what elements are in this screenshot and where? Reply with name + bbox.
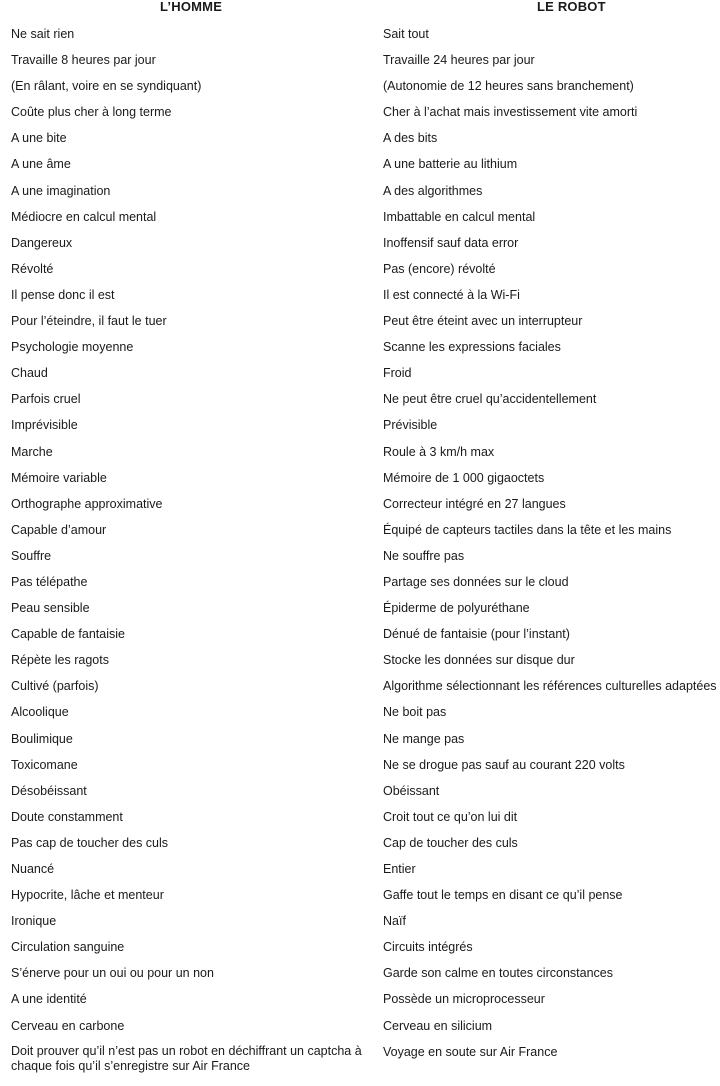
robot-trait: Voyage en soute sur Air France bbox=[383, 1044, 558, 1059]
human-trait: Souffre bbox=[11, 548, 52, 563]
table-row bbox=[0, 855, 720, 881]
table-row bbox=[0, 464, 720, 490]
table-row bbox=[0, 385, 720, 411]
human-trait: (En râlant, voire en se syndiquant) bbox=[11, 79, 202, 94]
human-trait: Pas télépathe bbox=[11, 574, 88, 589]
table-row bbox=[0, 751, 720, 777]
human-trait: S’énerve pour un oui ou pour un non bbox=[11, 966, 214, 981]
robot-trait: Possède un microprocesseur bbox=[383, 992, 545, 1007]
table-row bbox=[0, 620, 720, 646]
robot-trait: Entier bbox=[383, 862, 416, 876]
human-trait: Imprévisible bbox=[11, 418, 78, 433]
human-trait: Parfois cruel bbox=[11, 392, 81, 407]
robot-trait: Ne peut être cruel qu’accidentellement bbox=[383, 392, 597, 407]
human-trait: Capable de fantaisie bbox=[11, 627, 125, 642]
table-row bbox=[0, 542, 720, 568]
human-trait: Il pense donc il est bbox=[11, 287, 115, 302]
robot-trait: Scanne les expressions faciales bbox=[383, 340, 561, 355]
human-trait: Alcoolique bbox=[11, 705, 69, 720]
robot-trait: Ne se drogue pas sauf au courant 220 volts bbox=[383, 757, 625, 772]
table-row bbox=[0, 255, 720, 281]
human-trait: Répète les ragots bbox=[11, 653, 109, 668]
table-row bbox=[0, 72, 720, 98]
human-trait: Toxicomane bbox=[11, 757, 78, 772]
robot-trait: Stocke les données sur disque dur bbox=[383, 653, 575, 668]
table-row bbox=[0, 959, 720, 985]
table-row bbox=[0, 203, 720, 229]
table-row bbox=[0, 646, 720, 672]
table-row bbox=[0, 1038, 720, 1086]
table-row bbox=[0, 568, 720, 594]
table-row bbox=[0, 307, 720, 333]
table-row bbox=[0, 98, 720, 124]
human-trait: Peau sensible bbox=[11, 601, 90, 616]
robot-trait: Travaille 24 heures par jour bbox=[383, 53, 535, 68]
human-trait: Boulimique bbox=[11, 731, 73, 746]
table-row bbox=[0, 881, 720, 907]
human-trait: Désobéissant bbox=[11, 783, 87, 798]
robot-trait: Roule à 3 km/h max bbox=[383, 444, 495, 459]
header-human: L’HOMME bbox=[160, 0, 223, 14]
human-trait: Travaille 8 heures par jour bbox=[11, 53, 156, 68]
robot-trait: Épiderme de polyuréthane bbox=[383, 601, 530, 616]
robot-trait: A des bits bbox=[383, 131, 438, 146]
robot-trait: Dénué de fantaisie (pour l’instant) bbox=[383, 627, 570, 642]
human-trait: Doit prouver qu’il n’est pas un robot en déchiffrant un captcha à chaque fois qu’il s’enregistre sur Air France bbox=[11, 1043, 362, 1074]
human-trait: Cerveau en carbone bbox=[11, 1018, 125, 1033]
human-trait: Doute constamment bbox=[11, 809, 123, 824]
human-trait: Circulation sanguine bbox=[11, 940, 125, 955]
human-trait: A une âme bbox=[11, 157, 71, 172]
robot-trait: Imbattable en calcul mental bbox=[383, 209, 536, 224]
human-trait: A une bite bbox=[11, 131, 67, 146]
table-row bbox=[0, 281, 720, 307]
human-trait: A une identité bbox=[11, 992, 87, 1007]
table-row bbox=[0, 124, 720, 150]
robot-trait: Cap de toucher des culs bbox=[383, 835, 518, 850]
robot-trait: Pas (encore) révolté bbox=[383, 261, 496, 276]
column-headers bbox=[0, 0, 720, 20]
table-row bbox=[0, 411, 720, 437]
table-row bbox=[0, 933, 720, 959]
table-row bbox=[0, 333, 720, 359]
table-row bbox=[0, 907, 720, 933]
header-robot: LE ROBOT bbox=[537, 0, 606, 14]
table-row bbox=[0, 150, 720, 176]
human-trait: Médiocre en calcul mental bbox=[11, 209, 157, 224]
robot-trait: Partage ses données sur le cloud bbox=[383, 574, 569, 589]
table-row bbox=[0, 229, 720, 255]
robot-trait: A une batterie au lithium bbox=[383, 157, 518, 172]
human-trait: Dangereux bbox=[11, 235, 73, 250]
table-row bbox=[0, 490, 720, 516]
human-trait: Ironique bbox=[11, 914, 57, 929]
human-trait: Chaud bbox=[11, 366, 48, 381]
table-row bbox=[0, 46, 720, 72]
robot-trait: Peut être éteint avec un interrupteur bbox=[383, 314, 583, 329]
table-row bbox=[0, 359, 720, 385]
table-row bbox=[0, 594, 720, 620]
table-row bbox=[0, 985, 720, 1011]
human-trait: Cultivé (parfois) bbox=[11, 679, 99, 694]
robot-trait: Ne boit pas bbox=[383, 705, 447, 720]
robot-trait: Cerveau en silicium bbox=[383, 1018, 493, 1033]
robot-trait: Ne mange pas bbox=[383, 731, 465, 746]
robot-trait: Inoffensif sauf data error bbox=[383, 235, 519, 250]
robot-trait: A des algorithmes bbox=[383, 183, 483, 198]
robot-trait: Correcteur intégré en 27 langues bbox=[383, 496, 566, 511]
robot-trait: Croit tout ce qu’on lui dit bbox=[383, 809, 518, 824]
robot-trait: Il est connecté à la Wi-Fi bbox=[383, 287, 520, 302]
human-trait: Orthographe approximative bbox=[11, 496, 163, 511]
robot-trait: Naïf bbox=[383, 914, 406, 929]
table-row bbox=[0, 516, 720, 542]
robot-trait: (Autonomie de 12 heures sans branchement) bbox=[383, 79, 634, 94]
table-row bbox=[0, 177, 720, 203]
human-trait: Pour l’éteindre, il faut le tuer bbox=[11, 314, 167, 329]
table-row bbox=[0, 672, 720, 698]
robot-trait: Mémoire de 1 000 gigaoctets bbox=[383, 470, 545, 485]
table-row bbox=[0, 829, 720, 855]
robot-trait: Cher à l’achat mais investissement vite amorti bbox=[383, 105, 638, 120]
human-trait: Nuancé bbox=[11, 862, 55, 876]
human-trait: Marche bbox=[11, 444, 53, 459]
human-trait: A une imagination bbox=[11, 183, 111, 198]
human-trait: Hypocrite, lâche et menteur bbox=[11, 888, 164, 903]
human-trait: Coûte plus cher à long terme bbox=[11, 105, 172, 120]
robot-trait: Équipé de capteurs tactiles dans la tête et les mains bbox=[383, 522, 672, 537]
human-trait: Psychologie moyenne bbox=[11, 340, 134, 355]
robot-trait: Ne souffre pas bbox=[383, 548, 465, 563]
robot-trait: Sait tout bbox=[383, 27, 429, 41]
robot-trait: Prévisible bbox=[383, 418, 438, 433]
table-row bbox=[0, 777, 720, 803]
robot-trait: Froid bbox=[383, 366, 412, 381]
human-trait: Révolté bbox=[11, 261, 54, 276]
table-row bbox=[0, 803, 720, 829]
table-row bbox=[0, 20, 720, 46]
robot-trait: Gaffe tout le temps en disant ce qu’il pense bbox=[383, 888, 623, 903]
table-row bbox=[0, 698, 720, 724]
table-row bbox=[0, 1012, 720, 1038]
table-row bbox=[0, 438, 720, 464]
table-row bbox=[0, 725, 720, 751]
robot-trait: Algorithme sélectionnant les références culturelles adaptées bbox=[383, 679, 717, 694]
human-trait: Pas cap de toucher des culs bbox=[11, 835, 169, 850]
human-trait: Capable d’amour bbox=[11, 522, 107, 537]
robot-trait: Garde son calme en toutes circonstances bbox=[383, 966, 613, 981]
comparison-table bbox=[0, 20, 720, 1086]
robot-trait: Obéissant bbox=[383, 783, 440, 798]
human-trait: Mémoire variable bbox=[11, 470, 107, 485]
human-trait: Ne sait rien bbox=[11, 27, 75, 41]
robot-trait: Circuits intégrés bbox=[383, 940, 473, 955]
